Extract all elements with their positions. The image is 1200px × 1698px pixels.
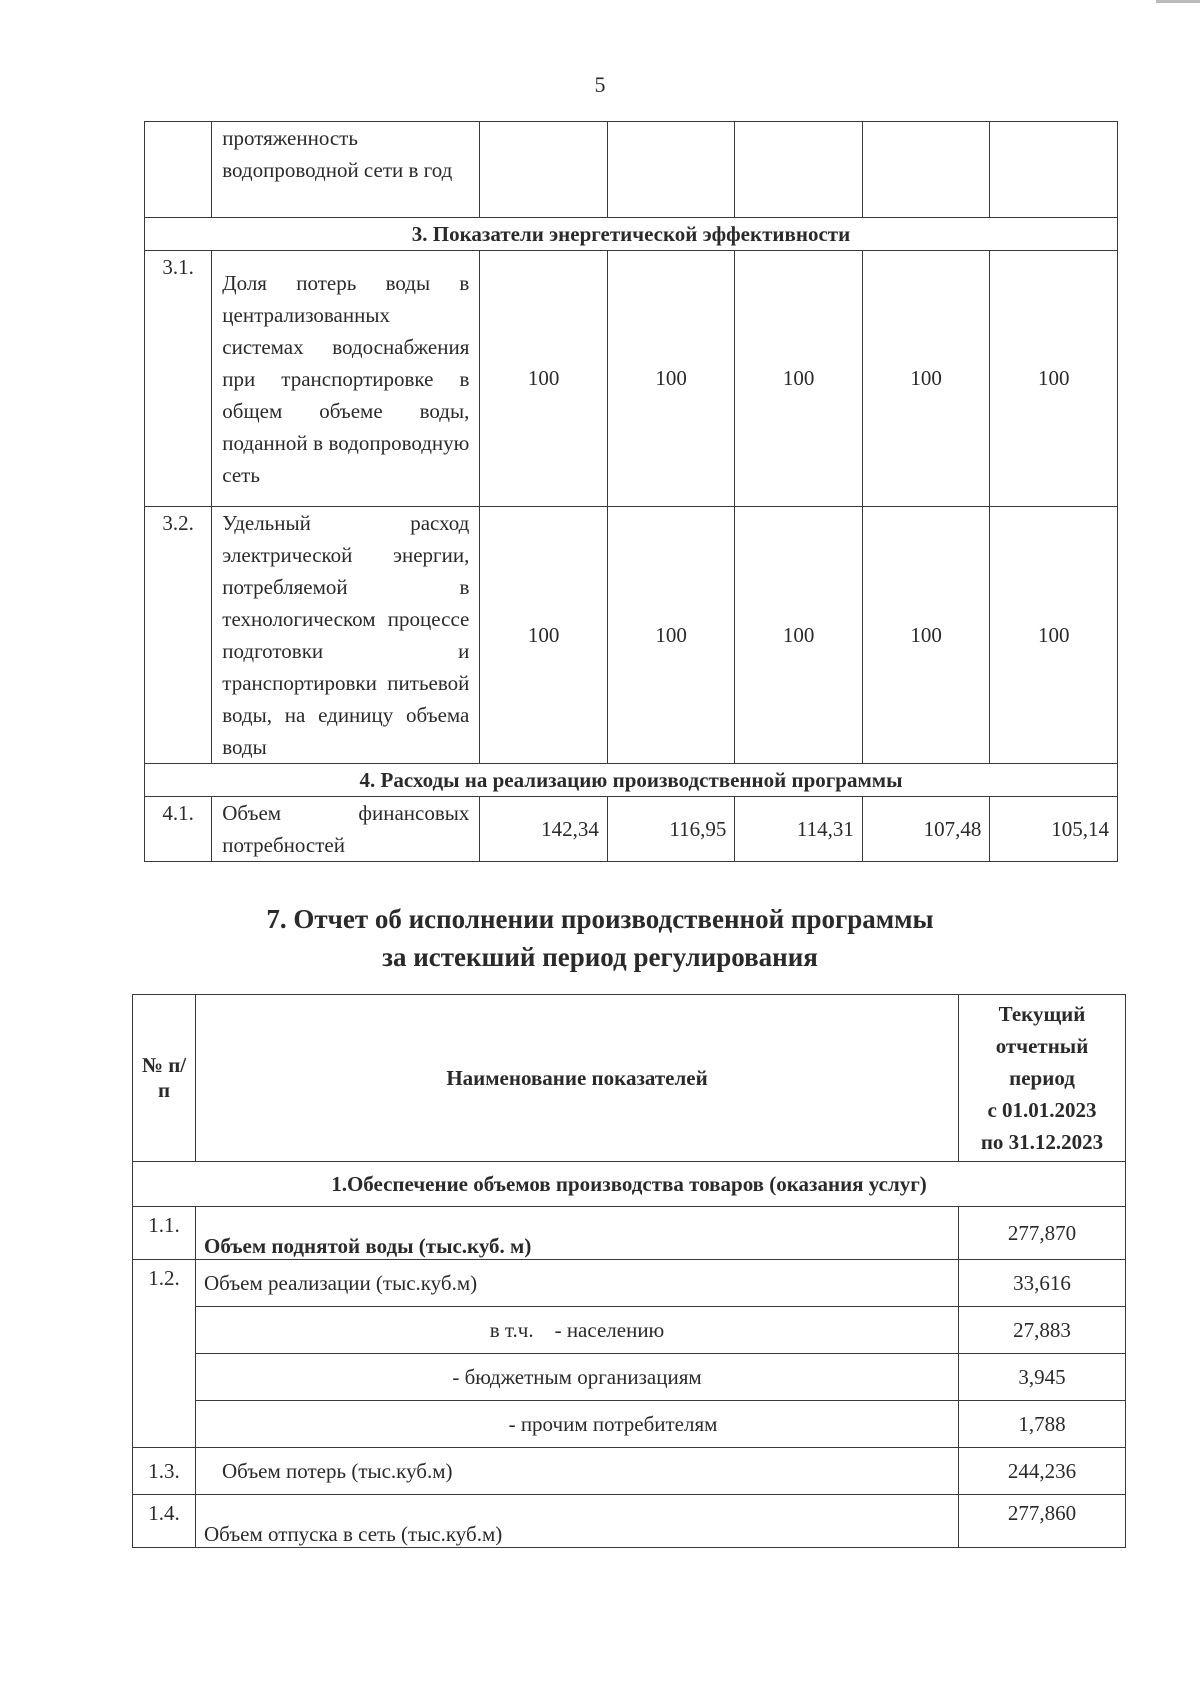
table-row — [145, 507, 1118, 764]
report-title — [0, 900, 1200, 976]
value-cell — [862, 122, 990, 218]
section-title: 1.Обеспечение объемов производства товаров (оказания услуг) — [133, 1162, 1126, 1207]
row-number-cell: 3.2. — [145, 507, 212, 764]
value-cell: 107,48 — [862, 797, 990, 862]
targets-table — [144, 121, 1118, 862]
value-cell: 100 — [735, 251, 863, 507]
section-title: 3. Показатели энергетической эффективности — [145, 218, 1118, 251]
row-number-cell: 1.4. — [133, 1495, 196, 1548]
value-cell: 100 — [607, 251, 735, 507]
indicator-name-cell: Объем реализации (тыс.куб.м) — [196, 1260, 959, 1307]
table-row — [145, 797, 1118, 862]
table-row — [133, 1401, 1126, 1448]
value-cell: 100 — [862, 507, 990, 764]
value-cell — [990, 122, 1118, 218]
header-number: № п/п — [133, 995, 196, 1162]
table-row — [133, 1260, 1126, 1307]
header-name: Наименование показателей — [196, 995, 959, 1162]
table-row — [133, 1495, 1126, 1548]
row-number-cell: 1.2. — [133, 1260, 196, 1448]
value-cell — [607, 122, 735, 218]
value-cell: 100 — [607, 507, 735, 764]
section-heading-row — [133, 1162, 1126, 1207]
row-number-cell: 1.1. — [133, 1207, 196, 1260]
indicator-name-cell: Объем потерь (тыс.куб.м) — [196, 1448, 959, 1495]
table-row — [133, 1448, 1126, 1495]
table-row — [133, 1354, 1126, 1401]
value-cell: 116,95 — [607, 797, 735, 862]
header-row — [133, 995, 1126, 1162]
value-cell: 100 — [862, 251, 990, 507]
table-row — [133, 1307, 1126, 1354]
value-cell: 100 — [480, 507, 608, 764]
table-row — [145, 251, 1118, 507]
table-row — [145, 122, 1118, 218]
indicator-name-cell: Объем финансовых потребностей — [212, 797, 480, 862]
report-title-line: за истекший период регулирования — [382, 942, 818, 972]
row-number-cell: 4.1. — [145, 797, 212, 862]
indicator-name-cell: протяженность водопроводной сети в год — [212, 122, 480, 218]
section-title: 4. Расходы на реализацию производственной программы — [145, 764, 1118, 797]
row-number-cell: 3.1. — [145, 251, 212, 507]
report-table — [132, 994, 1126, 1548]
value-cell: 100 — [480, 251, 608, 507]
value-cell — [735, 122, 863, 218]
row-number-cell: 1.3. — [133, 1448, 196, 1495]
indicator-name-cell: Объем отпуска в сеть (тыс.куб.м) — [196, 1495, 959, 1548]
value-cell: 244,236 — [959, 1448, 1126, 1495]
header-period: Текущий отчетный период с 01.01.2023 по 31.12.2023 — [959, 995, 1126, 1162]
report-title-line: 7. Отчет об исполнении производственной программы — [266, 904, 934, 934]
value-cell: 105,14 — [990, 797, 1118, 862]
indicator-name-cell: в т.ч. - населению — [196, 1307, 959, 1354]
value-cell: 277,870 — [959, 1207, 1126, 1260]
section-heading-row — [145, 764, 1118, 797]
value-cell: 100 — [990, 251, 1118, 507]
indicator-name-cell: Объем поднятой воды (тыс.куб. м) — [196, 1207, 959, 1260]
value-cell: 27,883 — [959, 1307, 1126, 1354]
indicator-name-cell: - прочим потребителям — [196, 1401, 959, 1448]
indicator-name-cell: Удельный расход электрической энергии, потребляемой в технологическом процессе подготовки и транспортировки питьевой воды, на единицу объема воды — [212, 507, 480, 764]
value-cell: 1,788 — [959, 1401, 1126, 1448]
table-row — [133, 1207, 1126, 1260]
value-cell: 142,34 — [480, 797, 608, 862]
row-number-cell — [145, 122, 212, 218]
value-cell: 3,945 — [959, 1354, 1126, 1401]
indicator-name-cell: - бюджетным организациям — [196, 1354, 959, 1401]
value-cell: 100 — [990, 507, 1118, 764]
value-cell: 100 — [735, 507, 863, 764]
value-cell: 277,860 — [959, 1495, 1126, 1548]
value-cell — [480, 122, 608, 218]
section-heading-row — [145, 218, 1118, 251]
page-number: 5 — [594, 72, 606, 97]
indicator-name-cell: Доля потерь воды в централизованных системах водоснабжения при транспортировке в общем объеме воды, поданной в водопроводную сеть — [212, 251, 480, 507]
value-cell: 33,616 — [959, 1260, 1126, 1307]
scan-edge-mark — [1156, 0, 1200, 3]
value-cell: 114,31 — [735, 797, 863, 862]
